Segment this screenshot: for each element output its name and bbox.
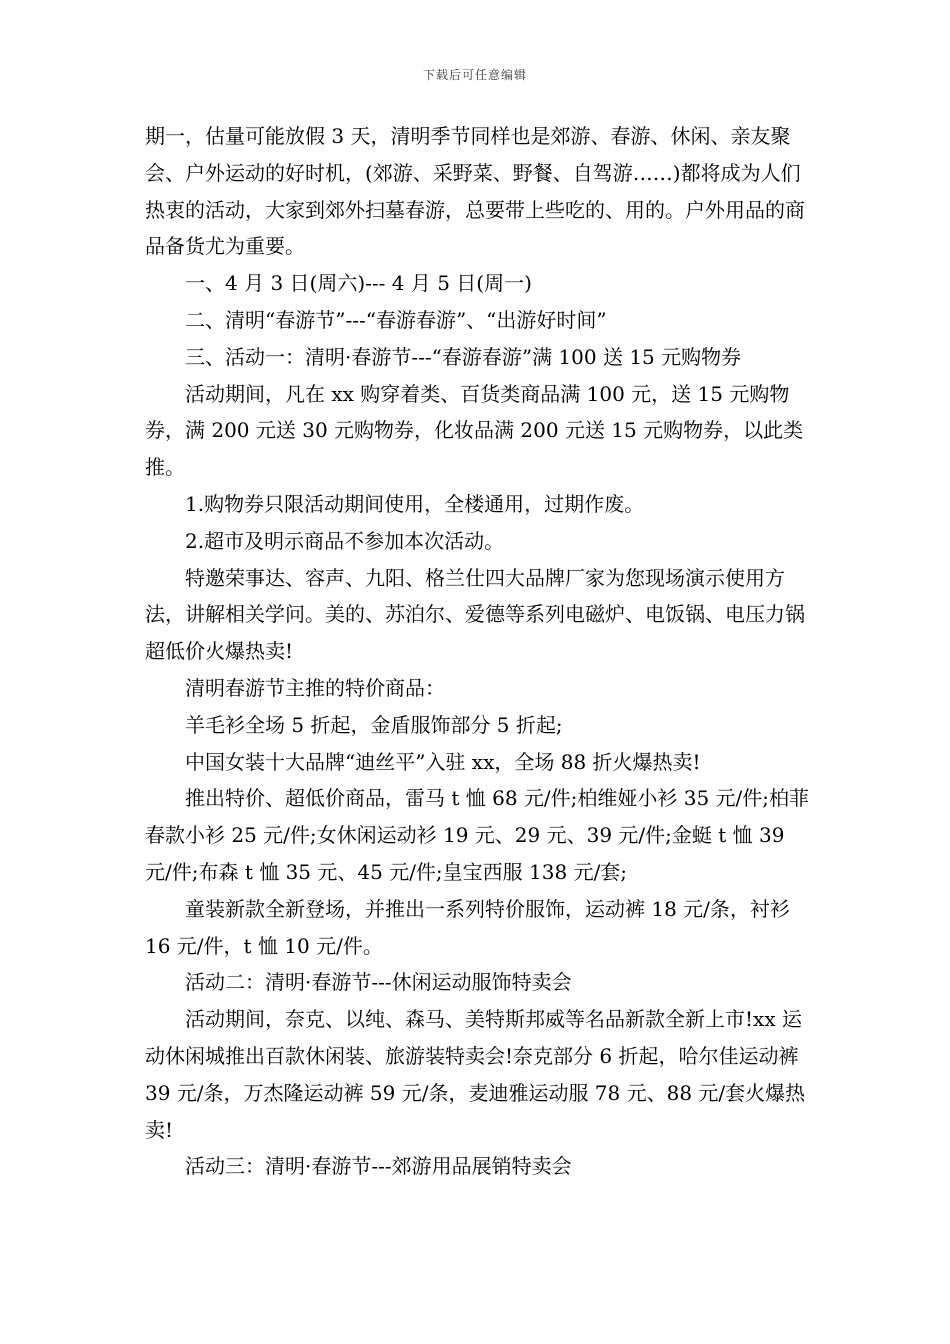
- paragraph: 一、4 月 3 日(周六)--- 4 月 5 日(周一): [185, 271, 532, 296]
- paragraph: 三、活动一：清明·春游节---“春游春游”满 100 送 15 元购物券: [185, 344, 742, 369]
- paragraph: 活动二：清明·春游节---休闲运动服饰特卖会: [185, 970, 572, 995]
- paragraph: 童装新款全新登场，并推出一系列特价服饰，运动裤 18 元/条，衬衫 16 元/件，t 恤 10 元/件。: [145, 896, 790, 958]
- paragraph: 特邀荣事达、容声、九阳、格兰仕四大品牌厂家为您现场演示使用方法，讲解相关学问。美的、苏泊尔、爱德等系列电磁炉、电饭锅、电压力锅超低价火爆热卖!: [145, 565, 805, 664]
- paragraph: 活动期间，凡在 xx 购穿着类、百货类商品满 100 元，送 15 元购物券，满 200 元送 30 元购物券，化妆品满 200 元送 15 元购物券，以此类推。: [145, 381, 804, 480]
- paragraph: 中国女装十大品牌“迪丝平”入驻 xx，全场 88 折火爆热卖!: [185, 749, 701, 774]
- paragraph: 2.超市及明示商品不参加本次活动。: [185, 528, 505, 553]
- paragraph: 二、清明“春游节”---“春游春游”、“出游好时间”: [185, 307, 607, 332]
- paragraph: 活动三：清明·春游节---郊游用品展销特卖会: [185, 1154, 572, 1179]
- paragraph: 推出特价、超低价商品，雷马 t 恤 68 元/件;柏维娅小衫 35 元/件;柏菲春款小衫 25 元/件;女休闲运动衫 19 元、29 元、39 元/件;金蜓 t 恤 39 元/件;布森 t 恤 35 元、45 元/件;皇宝西服 138 元/套;: [145, 786, 810, 884]
- paragraph: 羊毛衫全场 5 折起，金盾服饰部分 5 折起;: [185, 712, 563, 737]
- paragraph: 清明春游节主推的特价商品：: [185, 675, 445, 700]
- paragraph: 1.购物券只限活动期间使用，全楼通用，过期作废。: [185, 491, 645, 516]
- document-body: [145, 118, 815, 1185]
- page-header: 下载后可任意编辑: [422, 68, 527, 82]
- paragraph: 活动期间，奈克、以纯、森马、美特斯邦威等名品新款全新上市!xx 运动休闲城推出百款休闲装、旅游装特卖会!奈克部分 6 折起，哈尔佳运动裤 39 元/条，万杰隆运动裤 59 元/条，麦迪雅运动服 78 元、88 元/套火爆热卖!: [145, 1007, 806, 1142]
- paragraph: 期一，估量可能放假 3 天，清明季节同样也是郊游、春游、休闲、亲友聚会、户外运动的好时机，(郊游、采野菜、野餐、自驾游……)都将成为人们热衷的活动，大家到郊外扫墓春游，总要带上些吃的、用的。户外用品的商品备货尤为重要。: [145, 124, 805, 259]
